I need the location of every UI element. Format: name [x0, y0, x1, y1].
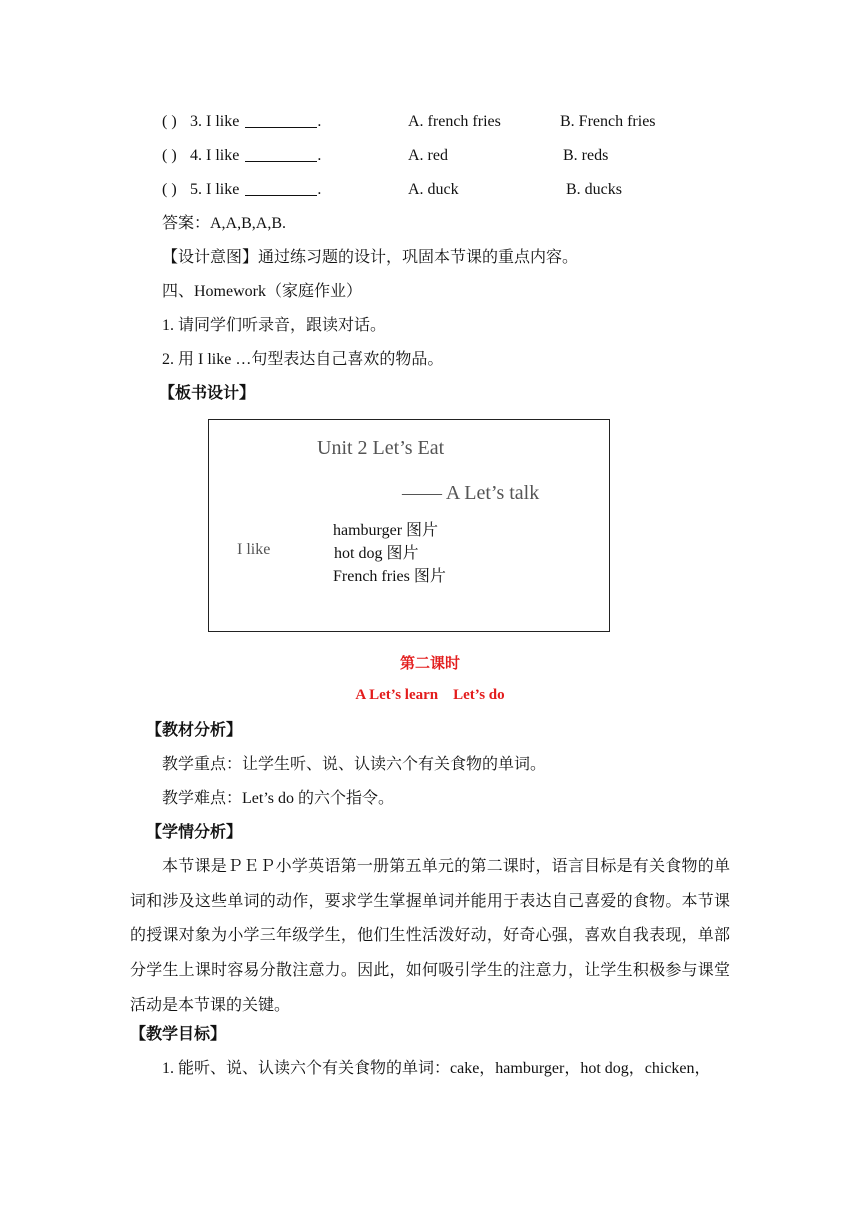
question-stem: 5. I like — [190, 181, 240, 198]
board-design-heading: 【板书设计】 — [159, 385, 256, 402]
board-word: French fries 图片 — [333, 568, 446, 585]
homework-item: 2. 用 I like …句型表达自己喜欢的物品。 — [162, 351, 444, 368]
blackboard-design-box — [208, 419, 610, 632]
answer-blank-paren: ( ) — [162, 147, 177, 164]
material-analysis-heading: 【教材分析】 — [146, 722, 243, 739]
answer-blank-paren: ( ) — [162, 113, 177, 130]
fill-in-blank — [245, 181, 317, 196]
difficult-point: 教学难点：Let’s do 的六个指令。 — [162, 790, 394, 807]
board-title: Unit 2 Let’s Eat — [317, 437, 445, 459]
homework-heading: 四、Homework（家庭作业） — [162, 283, 362, 300]
question-stem: 3. I like — [190, 113, 240, 130]
option-b: B. ducks — [566, 181, 622, 198]
lesson-subtitle: A Let’s learn Let’s do — [355, 687, 505, 703]
option-b: B. French fries — [560, 113, 656, 130]
question-stem: 4. I like — [190, 147, 240, 164]
fill-in-blank — [245, 113, 317, 128]
design-intent: 【设计意图】通过练习题的设计，巩固本节课的重点内容。 — [162, 249, 579, 266]
student-analysis-paragraph: 本节课是ＰＥＰ小学英语第一册第五单元的第二课时，语言目标是有关食物的单词和涉及这些单词的动作，要求学生掌握单词并能用于表达自己喜爱的食物。本节课的授课对象为小学三年级学生，他们生性活泼好动，好奇心强，喜欢自我表现，单部分学生上课时容易分散注意力。因此，如何吸引学生的注意力，让学生积极参与课堂活动是本节课的关键。 — [130, 858, 730, 1014]
lesson-title: 第二课时 — [399, 656, 460, 672]
homework-item: 1. 请同学们听录音，跟读对话。 — [162, 317, 387, 334]
option-a: A. duck — [408, 181, 459, 198]
key-point: 教学重点：让学生听、说、认读六个有关食物的单词。 — [162, 756, 547, 773]
option-a: A. french fries — [408, 113, 501, 130]
document-page: ( ) 3. I like . A. french fries B. French fries ( ) 4. I like . A. red B. reds ( ) 5. I like . A. duck B. ducks 答案：A,A,B,A,B. 【设计意图】通过练习题的设计，巩固本节课的重点内容。 四、Homework（家庭作业） 1. 请同学们听录音，跟读对话。 2. 用 I like …句型表达自己喜欢的物品。 【板书设计】 Unit 2 Let’s Eat —— A Let’s talk I like hamburger 图片 hot dog 图片 French fries 图片 第二课时 A Let’s learn Let’s do 【教材分析】 教学重点：让学生听、说、认读六个有关食物的单词。 教学难点：Let’s do 的六个指令。 【学情分析】 本节课是ＰＥＰ小学英语第一册第五单元的第二课时，语言目标是有关食物的单词和涉及这些单词的动作，要求学生掌握单词并能用于表达自己喜爱的食物。本节课的授课对象为小学三年级学生，他们生性活泼好动，好奇心强，喜欢自我表现，单部分学生上课时容易分散注意力。因此，如何吸引学生的注意力，让学生积极参与课堂活动是本节课的关键。 【教学目标】 1. 能听、说、认读六个有关食物的单词：cake，hamburger，hot dog，chicken， — [0, 0, 860, 1216]
answer-blank-paren: ( ) — [162, 181, 177, 198]
board-subtitle: —— A Let’s talk — [402, 482, 540, 504]
board-lead-phrase: I like — [237, 541, 271, 558]
teaching-goals-heading: 【教学目标】 — [130, 1026, 227, 1043]
board-word: hot dog 图片 — [334, 545, 419, 562]
option-a: A. red — [408, 147, 448, 164]
fill-in-blank — [245, 147, 317, 162]
answer-key: 答案：A,A,B,A,B. — [162, 215, 287, 232]
board-word: hamburger 图片 — [333, 522, 439, 539]
option-b: B. reds — [563, 147, 609, 164]
teaching-goal-item: 1. 能听、说、认读六个有关食物的单词：cake，hamburger，hot dog，chicken， — [162, 1060, 711, 1077]
student-analysis-heading: 【学情分析】 — [146, 824, 243, 841]
